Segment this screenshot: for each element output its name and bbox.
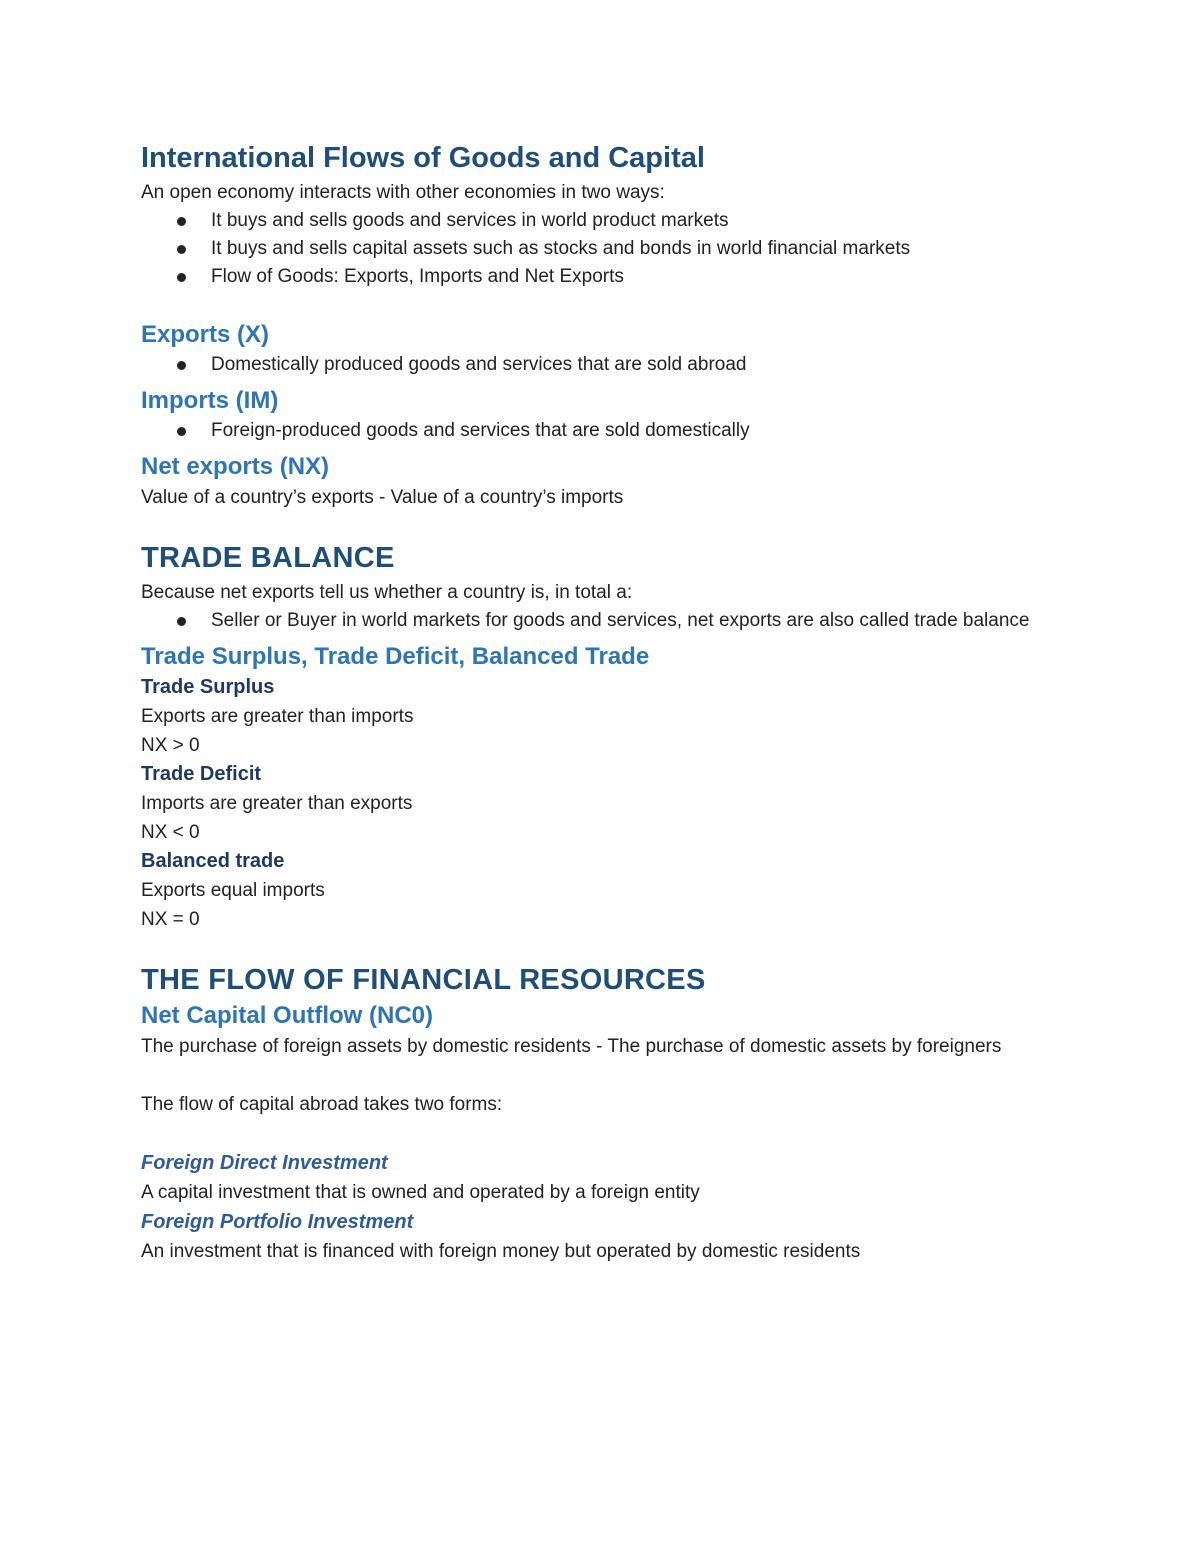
intro-bullet-list [141, 207, 1081, 291]
list-item [211, 607, 1081, 635]
list-item [211, 207, 1081, 235]
intro-text: An open economy interacts with other economies in two ways: [141, 182, 665, 203]
trade-balance-text: Because net exports tell us whether a country is, in total a: [141, 582, 633, 603]
trade-surplus-formula: NX > 0 [141, 735, 200, 756]
list-item-text: Seller or Buyer in world markets for goods and services, net exports are also called trade balance [211, 610, 1030, 631]
bullet-icon [177, 427, 186, 436]
list-item-text: It buys and sells capital assets such as stocks and bonds in world financial markets [211, 238, 911, 259]
trade-balance-heading: TRADE BALANCE [141, 542, 395, 574]
imports-heading: Imports (IM) [141, 387, 279, 414]
trade-deficit-formula: NX < 0 [141, 822, 200, 843]
net-exports-heading: Net exports (NX) [141, 453, 330, 480]
bullet-icon [177, 273, 186, 282]
fdi-heading: Foreign Direct Investment [141, 1152, 388, 1174]
financial-resources-heading: THE FLOW OF FINANCIAL RESOURCES [141, 964, 706, 996]
trade-surplus-text: Exports are greater than imports [141, 706, 414, 727]
list-item-text: Foreign-produced goods and services that are sold domestically [211, 420, 750, 441]
trade-types-heading: Trade Surplus, Trade Deficit, Balanced Trade [141, 643, 650, 670]
list-item [211, 351, 1081, 379]
bullet-icon [177, 361, 186, 370]
net-capital-outflow-text: The purchase of foreign assets by domestic residents - The purchase of domestic assets by foreigners [141, 1036, 1002, 1057]
balanced-trade-heading: Balanced trade [141, 850, 285, 872]
exports-heading: Exports (X) [141, 321, 270, 348]
trade-deficit-heading: Trade Deficit [141, 763, 262, 785]
exports-bullet-list [141, 351, 1081, 379]
balanced-trade-formula: NX = 0 [141, 909, 200, 930]
list-item-text: Domestically produced goods and services that are sold abroad [211, 354, 747, 375]
bullet-icon [177, 217, 186, 226]
bullet-icon [177, 245, 186, 254]
trade-balance-bullet-list [141, 607, 1081, 635]
list-item-text: Flow of Goods: Exports, Imports and Net Exports [211, 266, 624, 287]
bullet-icon [177, 617, 186, 626]
list-item [211, 235, 1081, 263]
fpi-heading: Foreign Portfolio Investment [141, 1211, 414, 1233]
fpi-text: An investment that is financed with foreign money but operated by domestic residents [141, 1241, 861, 1262]
list-item [211, 263, 1081, 291]
net-capital-outflow-heading: Net Capital Outflow (NC0) [141, 1002, 433, 1029]
balanced-trade-text: Exports equal imports [141, 880, 325, 901]
page-title: International Flows of Goods and Capital [141, 142, 705, 174]
net-exports-text: Value of a country’s exports - Value of a country’s imports [141, 487, 624, 508]
imports-bullet-list [141, 417, 1081, 445]
fdi-text: A capital investment that is owned and operated by a foreign entity [141, 1182, 700, 1203]
capital-forms-text: The flow of capital abroad takes two forms: [141, 1094, 503, 1115]
list-item-text: It buys and sells goods and services in world product markets [211, 210, 729, 231]
trade-deficit-text: Imports are greater than exports [141, 793, 413, 814]
trade-surplus-heading: Trade Surplus [141, 676, 275, 698]
document-page [141, 138, 1081, 1266]
list-item [211, 417, 1081, 445]
